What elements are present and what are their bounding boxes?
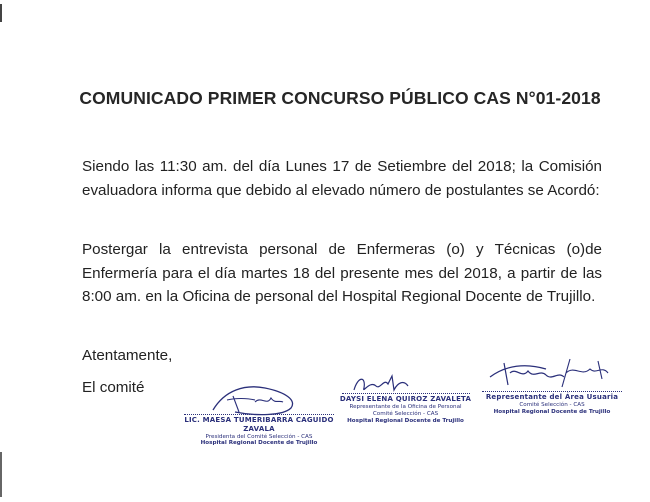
signature-block-1 <box>180 414 338 447</box>
scan-edge-mark-bottom <box>0 452 2 497</box>
paragraph-2: Postergar la entrevista personal de Enfermeras (o) y Técnicas (o)de Enfermería para el día martes 18 del presente mes del 2018, a partir de las 8:00 am. en la Oficina de personal del Hospital Regional Docente de Trujillo. <box>82 241 602 305</box>
signature-2-institution: Hospital Regional Docente de Trujillo <box>347 417 464 424</box>
signature-1-role: Presidenta del Comité Selección - CAS <box>205 433 313 440</box>
signature-block-3 <box>478 391 626 416</box>
signature-1-name: LIC. MAESA TUMERIBARRA CAGUIDO ZAVALA <box>184 416 334 433</box>
paragraph-1: Siendo las 11:30 am. del día Lunes 17 de Setiembre del 2018; la Comisión evaluadora informa que debido al elevado número de postulantes se Acordó: <box>82 158 602 199</box>
closing-salutation: Atentamente, <box>82 347 173 364</box>
signature-3-institution: Hospital Regional Docente de Trujillo <box>493 408 611 415</box>
signature-2-role-2: Comité Selección - CAS <box>372 410 439 417</box>
signature-2-name: DAYSI ELENA QUIROZ ZAVALETA <box>339 395 472 403</box>
document-title: COMUNICADO PRIMER CONCURSO PÚBLICO CAS N°01-2018 <box>79 88 601 108</box>
signature-3-name: Representante del Área Usuaria <box>485 393 619 401</box>
signature-1-institution: Hospital Regional Docente de Trujillo <box>200 440 318 447</box>
handwritten-signature-3 <box>486 355 616 389</box>
signoff-committee: El comité <box>82 379 145 396</box>
signature-2-role: Representante de la Oficina de Personal <box>349 403 462 410</box>
scan-edge-mark-top <box>0 4 2 22</box>
handwritten-signature-1 <box>205 382 305 418</box>
signature-block-2 <box>338 393 473 425</box>
signature-3-role: Comité Selección - CAS <box>519 401 585 408</box>
